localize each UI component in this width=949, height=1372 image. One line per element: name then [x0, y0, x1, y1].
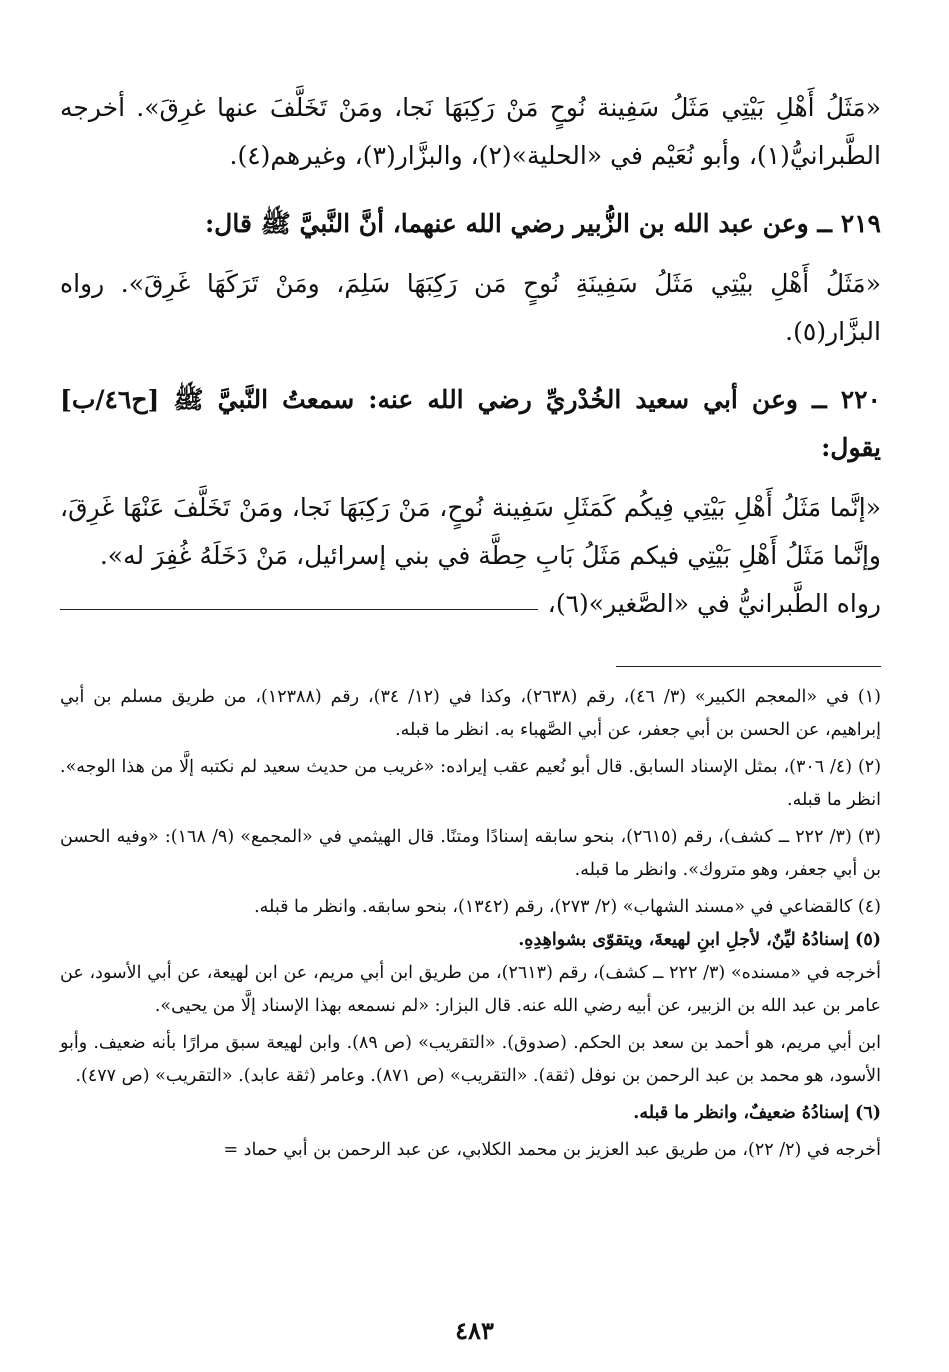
hadith-220-text: «إنَّما مَثَلُ أَهْلِ بَيْتِي فِيكُم كَمَثَلِ سَفِينة نُوحٍ، مَنْ رَكِبَهَا نَجا، ومَنْ تَخَلَّفَ عَنْهَا غَرِقَ، وإنَّما مَثَلُ أَهْلِ بَيْتِي فيكم مَثَلُ بَابِ حِطَّة في بني إسرائيل، مَنْ دَخَلَهُ غُفِرَ له». [60, 493, 881, 570]
footnote-1: (١) في «المعجم الكبير» (٣/ ٤٦)، رقم (٢٦٣٨)، وكذا في (١٢/ ٣٤)، رقم (١٢٣٨٨)، من طريق مسلم بن أبي إبراهيم، عن الحسن بن أبي جعفر، عن أبي الصَّهباء به. انظر ما قبله. [60, 687, 881, 740]
footnote-6-source: أخرجه في (٢/ ٢٢)، من طريق عبد العزيز بن محمد الكلابي، عن عبد الرحمن بن أبي حماد = [223, 1140, 881, 1160]
footnote-3: (٣) (٣/ ٢٢٢ ــ كشف)، رقم (٢٦١٥)، بنحو سابقه إسنادًا ومتنًا. قال الهيثمي في «المجمع» (٩/ ١٦٨): «وفيه الحسن بن أبي جعفر، وهو متروك». وانظر ما قبله. [60, 827, 881, 880]
footnote-separator [616, 666, 881, 667]
hadith-220-heading: ٢٢٠ ــ وعن أبي سعيد الخُدْريِّ رضي الله عنه: سمعتُ النَّبيَّ ﷺ [ح٤٦/ب] يقول: [60, 385, 881, 462]
footnote-5-verdict: (٥) إسنادُهُ ليِّنٌ، لأجلِ ابنِ لهيعةَ، ويتقوّى بشواهِدِهِ. [518, 930, 881, 950]
footnote-6-verdict: (٦) إسنادُهُ ضعيفٌ، وانظر ما قبله. [633, 1103, 881, 1123]
footnote-5-narrators: ابن أبي مريم، هو أحمد بن سعد بن الحكم. (صدوق). «التقريب» (ص ٨٩). وابن لهيعة سبق مرارًا بأنه ضعيف. وأبو الأسود، هو محمد بن عبد الرحمن بن نوفل (ثقة). «التقريب» (ص ٨٧١). وعامر (ثقة عابد). «التقريب» (ص ٤٧٧). [60, 1033, 881, 1086]
footnote-5-source: أخرجه في «مسنده» (٣/ ٢٢٢ ــ كشف)، رقم (٢٦١٣)، من طريق ابن أبي مريم، عن ابن لهيعة، عن أبي الأسود، عن عامر بن عبد الله بن الزبير، عن أبيه رضي الله عنه. قال البزار: «لم نسمعه بهذا الإسناد إلَّا من يحيى». [60, 963, 881, 1016]
hadith-219-text: «مَثَلُ أَهْلِ بيْتِي مَثَلُ سَفِينَةِ نُوحٍ مَن رَكِبَهَا سَلِمَ، ومَنْ تَرَكَهَا غَرِقَ». رواه البزَّار(٥). [60, 269, 881, 346]
footnote-2: (٢) (٤/ ٣٠٦)، بمثل الإسناد السابق. قال أبو نُعيم عقب إيراده: «غريب من حديث سعيد لم نكتبه إلَّا من هذا الوجه». انظر ما قبله. [60, 757, 882, 810]
footnote-4: (٤) كالقضاعي في «مسند الشهاب» (٢/ ٢٧٣)، رقم (١٣٤٢)، بنحو سابقه. وانظر ما قبله. [254, 897, 881, 917]
main-text [60, 84, 881, 628]
footnotes [60, 681, 881, 1167]
page-number: ٤٨٣ [455, 1316, 494, 1345]
hadith-220-source: رواه الطَّبرانيُّ في «الصَّغير»(٦)، [547, 589, 881, 618]
paragraph-hadith-218-text: «مَثَلُ أَهْلِ بَيْتِي مَثَلُ سَفِينة نُوحٍ مَنْ رَكِبَهَا نَجا، ومَنْ تَخَلَّفَ عنها غرِقَ». أخرجه الطَّبرانيُّ(١)، وأبو نُعَيْم في «الحلية»(٢)، والبزَّار(٣)، وغيرهم(٤). [60, 93, 881, 170]
hadith-219-heading: ٢١٩ ــ وعن عبد الله بن الزُّبير رضي الله عنهما، أنَّ النَّبيَّ ﷺ قال: [204, 209, 881, 238]
hadith-220-ending [60, 580, 881, 628]
continuation-rule [60, 609, 538, 610]
